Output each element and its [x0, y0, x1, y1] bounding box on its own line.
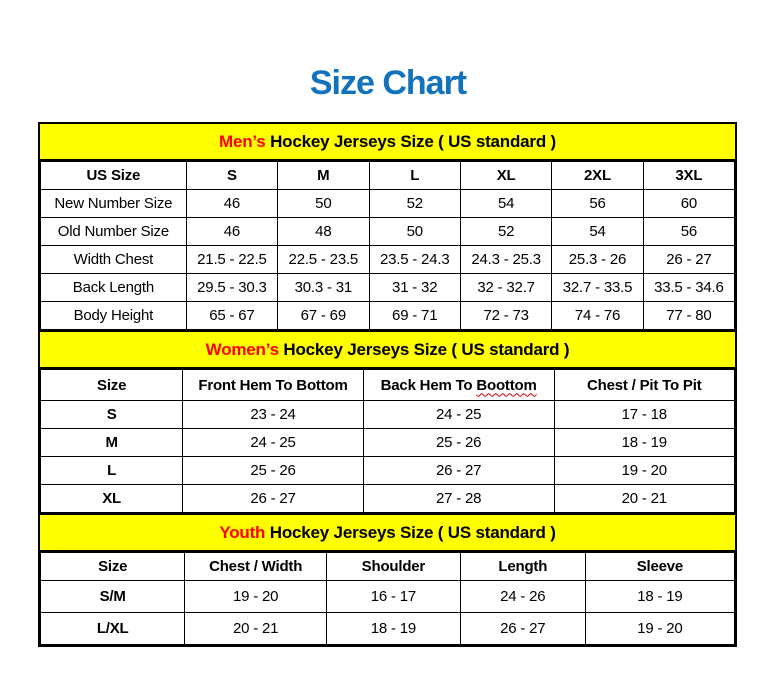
size-cell: 25.3 - 26 — [552, 246, 643, 274]
size-cell: 26 - 27 — [183, 485, 363, 513]
table-row — [41, 429, 735, 457]
size-cell: 23.5 - 24.3 — [369, 246, 460, 274]
table-row — [41, 302, 735, 330]
womens-banner-rest: Hockey Jerseys Size ( US standard ) — [278, 340, 570, 359]
size-cell: 18 - 19 — [326, 613, 460, 645]
youth-banner-rest: Hockey Jerseys Size ( US standard ) — [265, 523, 556, 542]
row-label: S/M — [41, 581, 185, 613]
size-cell: 54 — [460, 190, 551, 218]
size-cell: 18 - 19 — [554, 429, 734, 457]
table-row — [41, 401, 735, 429]
header-cell: Sleeve — [585, 553, 734, 581]
mens-size-table — [40, 161, 735, 330]
size-cell: 26 - 27 — [643, 246, 734, 274]
table-row — [41, 246, 735, 274]
row-label: L — [41, 457, 183, 485]
size-cell: 56 — [552, 190, 643, 218]
youth-size-table — [40, 552, 735, 645]
header-cell: Chest / Pit To Pit — [554, 370, 734, 401]
youth-header-row — [41, 553, 735, 581]
size-cell: 77 - 80 — [643, 302, 734, 330]
row-label: Body Height — [41, 302, 187, 330]
size-cell: 31 - 32 — [369, 274, 460, 302]
size-cell: 72 - 73 — [460, 302, 551, 330]
womens-banner-highlight: Women’s — [205, 340, 279, 359]
header-cell: L — [369, 162, 460, 190]
size-cell: 19 - 20 — [554, 457, 734, 485]
size-cell: 48 — [278, 218, 369, 246]
header-cell: Front Hem To Bottom — [183, 370, 363, 401]
size-cell: 21.5 - 22.5 — [186, 246, 277, 274]
header-cell: US Size — [41, 162, 187, 190]
youth-section-banner — [40, 513, 735, 552]
row-label: New Number Size — [41, 190, 187, 218]
size-cell: 67 - 69 — [278, 302, 369, 330]
size-cell: 19 - 20 — [185, 581, 327, 613]
size-cell: 24 - 25 — [183, 429, 363, 457]
size-cell: 17 - 18 — [554, 401, 734, 429]
header-cell: Size — [41, 370, 183, 401]
size-cell: 20 - 21 — [185, 613, 327, 645]
size-cell: 18 - 19 — [585, 581, 734, 613]
size-cell: 26 - 27 — [363, 457, 554, 485]
womens-header-row — [41, 370, 735, 401]
size-cell: 30.3 - 31 — [278, 274, 369, 302]
size-cell: 24.3 - 25.3 — [460, 246, 551, 274]
mens-banner-highlight: Men’s — [219, 132, 266, 151]
table-row — [41, 218, 735, 246]
header-cell: Shoulder — [326, 553, 460, 581]
header-cell: Chest / Width — [185, 553, 327, 581]
size-cell: 25 - 26 — [183, 457, 363, 485]
size-cell: 52 — [460, 218, 551, 246]
misspelled-word: Boottom — [476, 376, 537, 394]
mens-banner-rest: Hockey Jerseys Size ( US standard ) — [265, 132, 556, 151]
size-cell: 74 - 76 — [552, 302, 643, 330]
row-label: L/XL — [41, 613, 185, 645]
size-cell: 46 — [186, 190, 277, 218]
size-cell: 65 - 67 — [186, 302, 277, 330]
size-cell: 25 - 26 — [363, 429, 554, 457]
header-cell: Size — [41, 553, 185, 581]
size-cell: 56 — [643, 218, 734, 246]
table-row — [41, 274, 735, 302]
header-cell: XL — [460, 162, 551, 190]
size-cell: 50 — [369, 218, 460, 246]
size-cell: 52 — [369, 190, 460, 218]
header-cell-text: Back Hem To — [380, 376, 477, 394]
size-cell: 50 — [278, 190, 369, 218]
row-label: Back Length — [41, 274, 187, 302]
womens-size-table — [40, 369, 735, 513]
size-cell: 60 — [643, 190, 734, 218]
header-cell: 3XL — [643, 162, 734, 190]
mens-header-row — [41, 162, 735, 190]
size-cell: 26 - 27 — [460, 613, 585, 645]
row-label: Old Number Size — [41, 218, 187, 246]
row-label: M — [41, 429, 183, 457]
size-cell: 19 - 20 — [585, 613, 734, 645]
womens-section-banner — [40, 330, 735, 369]
size-cell: 29.5 - 30.3 — [186, 274, 277, 302]
page-title: Size Chart — [309, 64, 467, 102]
header-cell: M — [278, 162, 369, 190]
size-chart — [38, 122, 737, 647]
header-cell — [363, 370, 554, 401]
size-cell: 33.5 - 34.6 — [643, 274, 734, 302]
table-row — [41, 457, 735, 485]
row-label: XL — [41, 485, 183, 513]
size-cell: 54 — [552, 218, 643, 246]
size-cell: 32.7 - 33.5 — [552, 274, 643, 302]
size-cell: 16 - 17 — [326, 581, 460, 613]
size-cell: 46 — [186, 218, 277, 246]
size-cell: 27 - 28 — [363, 485, 554, 513]
size-cell: 22.5 - 23.5 — [278, 246, 369, 274]
row-label: Width Chest — [41, 246, 187, 274]
size-cell: 24 - 25 — [363, 401, 554, 429]
header-cell: Length — [460, 553, 585, 581]
header-cell: 2XL — [552, 162, 643, 190]
size-cell: 69 - 71 — [369, 302, 460, 330]
size-cell: 32 - 32.7 — [460, 274, 551, 302]
table-row — [41, 613, 735, 645]
header-cell: S — [186, 162, 277, 190]
table-row — [41, 190, 735, 218]
mens-section-banner — [40, 124, 735, 161]
table-row — [41, 485, 735, 513]
row-label: S — [41, 401, 183, 429]
size-cell: 24 - 26 — [460, 581, 585, 613]
size-cell: 23 - 24 — [183, 401, 363, 429]
youth-banner-highlight: Youth — [219, 523, 266, 542]
size-cell: 20 - 21 — [554, 485, 734, 513]
table-row — [41, 581, 735, 613]
